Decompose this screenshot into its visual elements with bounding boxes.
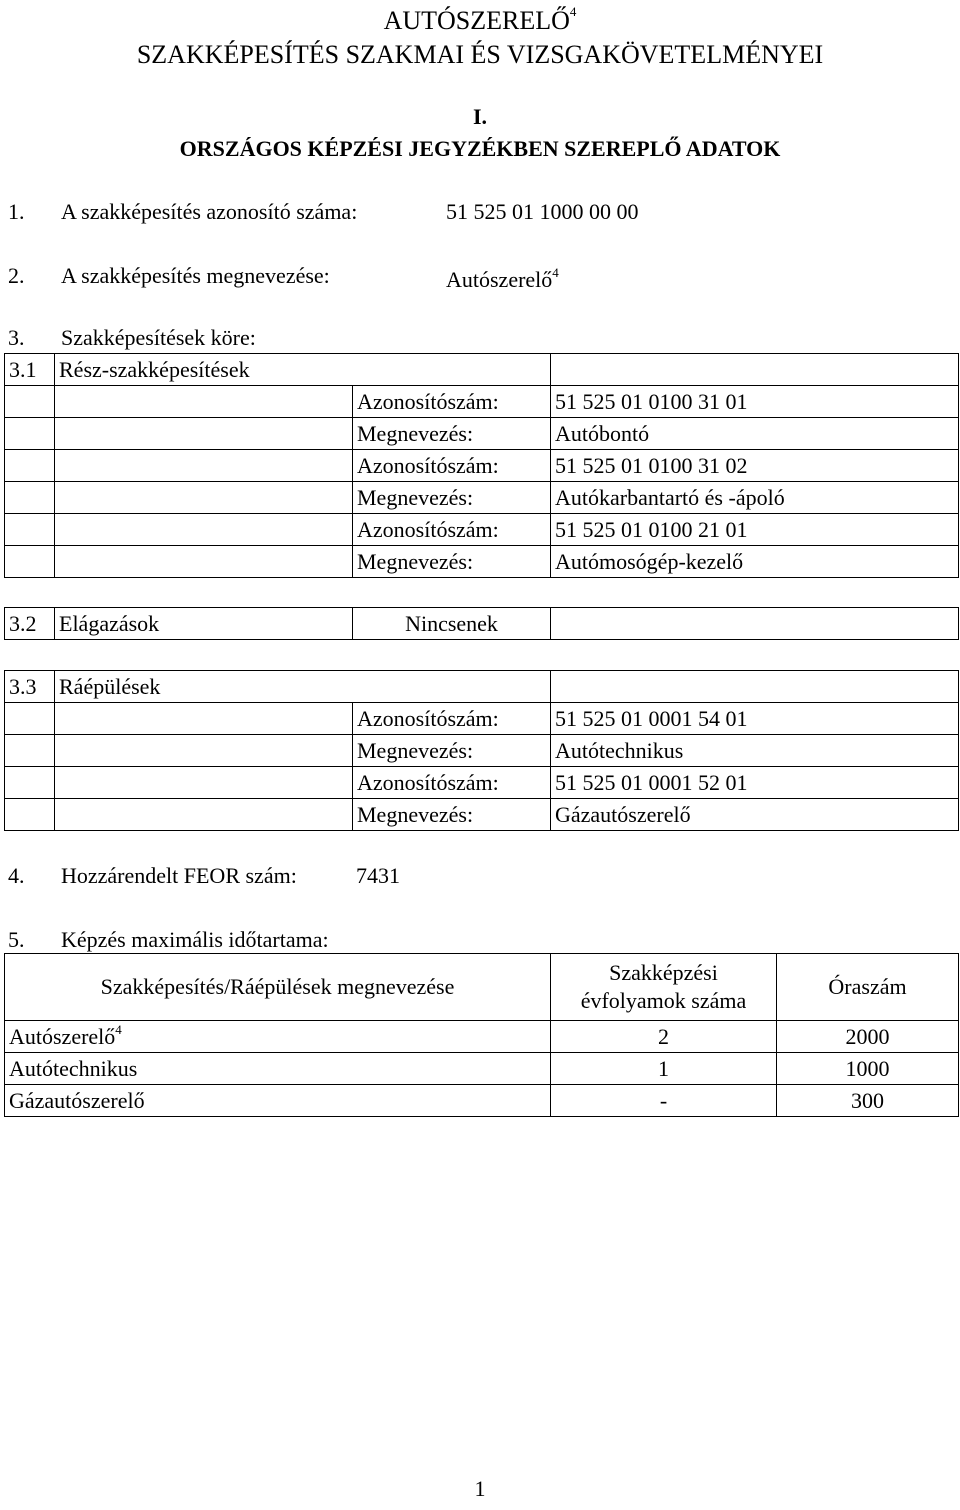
table-row [5,735,959,767]
row-value: 51 525 01 0100 31 01 [551,386,959,418]
add-on-table [4,670,959,831]
add-on-number: 3.3 [5,671,55,703]
row-value: Autótechnikus [551,735,959,767]
row-value: Autókarbantartó és -ápoló [551,482,959,514]
row-key: Megnevezés: [353,735,551,767]
row-key: Azonosítószám: [353,703,551,735]
row-key: Azonosítószám: [353,450,551,482]
table-row [5,546,959,578]
branches-table [4,607,959,640]
row-key: Megnevezés: [353,546,551,578]
table-row [5,1085,959,1117]
table-row [5,482,959,514]
table-row [5,703,959,735]
item-2-value: Autószerelő$^4$ [446,265,559,292]
row-value: 51 525 01 0100 21 01 [551,514,959,546]
header-hours: Óraszám [777,954,959,1021]
cell-hours: 2000 [777,1021,959,1053]
item-2-label: A szakképesítés megnevezése: [61,263,330,288]
item-1-number: 1. [8,199,25,224]
branches-label: Elágazások [55,608,353,640]
table-row [5,608,959,640]
cell-hours: 300 [777,1085,959,1117]
table-row [5,354,959,386]
item-5-number: 5. [8,927,25,952]
row-key: Azonosítószám: [353,514,551,546]
table-row [5,450,959,482]
row-value: 51 525 01 0001 54 01 [551,703,959,735]
page-number: 1 [474,1476,486,1501]
row-key: Megnevezés: [353,482,551,514]
item-1-value: 51 525 01 1000 00 00 [446,199,639,224]
table-header-row [5,954,959,1021]
table-row [5,799,959,831]
part-qualifications-table [4,353,959,578]
cell-years: 2 [551,1021,777,1053]
row-value: 51 525 01 0001 52 01 [551,767,959,799]
part-qual-label: Rész-szakképesítések [55,354,551,386]
table-row [5,767,959,799]
row-key: Azonosítószám: [353,386,551,418]
table-row [5,514,959,546]
item-5-label: Képzés maximális időtartama: [61,927,329,952]
item-2-number: 2. [8,263,25,288]
cell-name: Gázautószerelő [5,1085,551,1117]
row-key: Megnevezés: [353,418,551,450]
item-1-label: A szakképesítés azonosító száma: [61,199,358,224]
row-value: Autómosógép-kezelő [551,546,959,578]
cell-name: Autószerelő$^4$ [5,1021,551,1053]
item-3-label: Szakképesítések köre: [61,325,256,350]
header-name: Szakképesítés/Ráépülések megnevezése [5,954,551,1021]
table-row [5,1021,959,1053]
branches-number: 3.2 [5,608,55,640]
document-title-line2: SZAKKÉPESÍTÉS SZAKMAI ÉS VIZSGAKÖVETELMÉNYEI [136,40,824,69]
table-row [5,386,959,418]
cell-name: Autótechnikus [5,1053,551,1085]
item-4-number: 4. [8,863,25,888]
table-row [5,671,959,703]
row-key: Azonosítószám: [353,767,551,799]
cell-years: - [551,1085,777,1117]
item-4-label: Hozzárendelt FEOR szám: [61,863,297,888]
header-years: Szakképzési évfolyamok száma [551,954,777,1021]
item-3-number: 3. [8,325,25,350]
cell-years: 1 [551,1053,777,1085]
section-number: I. [472,104,488,129]
table-row [5,1053,959,1085]
document-title-line1: AUTÓSZERELŐ$^4$ [383,4,577,35]
row-value: 51 525 01 0100 31 02 [551,450,959,482]
item-4-value: 7431 [356,863,400,888]
add-on-label: Ráépülések [55,671,551,703]
branches-value: Nincsenek [353,608,551,640]
part-qual-number: 3.1 [5,354,55,386]
section-title: ORSZÁGOS KÉPZÉSI JEGYZÉKBEN SZEREPLŐ ADATOK [179,136,781,161]
row-key: Megnevezés: [353,799,551,831]
row-value: Gázautószerelő [551,799,959,831]
cell-hours: 1000 [777,1053,959,1085]
table-row [5,418,959,450]
duration-table [4,953,959,1117]
row-value: Autóbontó [551,418,959,450]
